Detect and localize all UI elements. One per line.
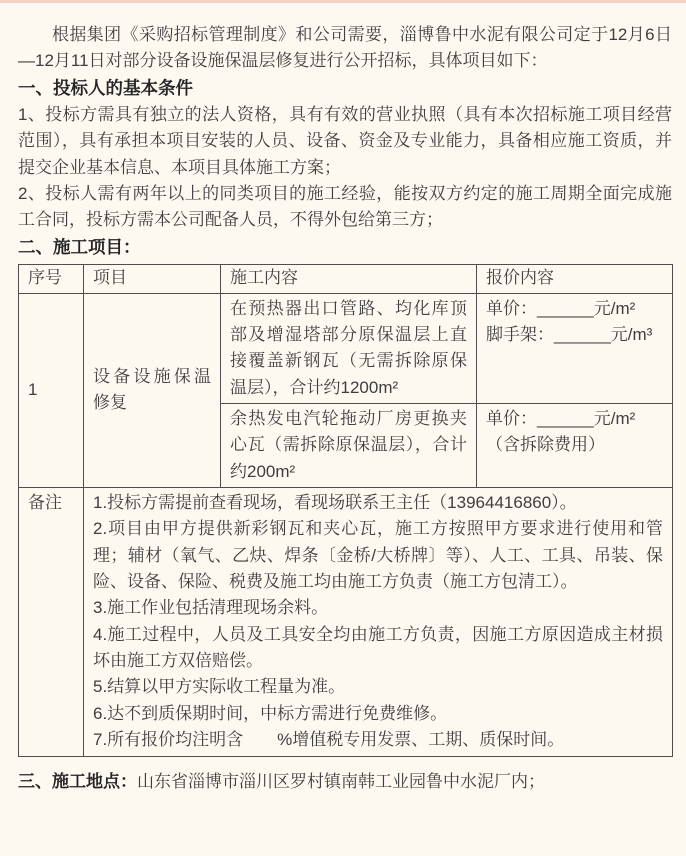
header-cell-content: 施工内容	[221, 264, 477, 293]
quote-unit-price-line: 单价：______元/m²	[486, 409, 636, 429]
work-content-cell-2: 余热发电汽轮拖动厂房更换夹心瓦（需拆除原保温层），合计约200m²	[221, 404, 477, 488]
table-row	[19, 293, 673, 403]
row-seq-cell: 1	[19, 293, 84, 487]
remark-item-3: 3.施工作业包括清理现场余料。	[93, 598, 329, 618]
quote-demolition-fee-line: （含拆除费用）	[486, 435, 605, 455]
section2-heading: 二、施工项目：	[18, 236, 141, 257]
section1-heading: 一、投标人的基本条件	[18, 77, 193, 98]
header-cell-seq: 序号	[19, 264, 84, 293]
intro-paragraph: 根据集团《采购招标管理制度》和公司需要，淄博鲁中水泥有限公司定于12月6日—12月11日对部分设备设施保温层修复进行公开招标，具体项目如下：	[18, 25, 672, 71]
remark-item-5: 5.结算以甲方实际收工程量为准。	[93, 677, 346, 697]
table-header-row	[19, 264, 673, 293]
remarks-cell	[84, 488, 673, 756]
quote-unit-price-line: 单价：______元/m²	[486, 298, 636, 318]
project-table	[18, 264, 673, 757]
row-project-cell: 设备设施保温修复	[84, 293, 221, 487]
remark-item-1: 1.投标方需提前查看现场，看现场联系王主任（13964416860）。	[93, 493, 577, 513]
quote-cell-1	[477, 293, 673, 403]
remark-item-6: 6.达不到质保期时间，中标方需进行免费维修。	[93, 703, 448, 723]
remark-item-2: 2.项目由甲方提供新彩钢瓦和夹心瓦，施工方按照甲方要求进行使用和管理；辅材（氧气、乙炔、焊条〔金桥/大桥牌〕等）、人工、工具、吊装、保险、设备、保险、税费及施工均由施工方负责（施工方包清工）。	[93, 519, 663, 592]
header-cell-quote: 报价内容	[477, 264, 673, 293]
work-content-cell-1: 在预热器出口管路、均化库顶部及增湿塔部分原保温层上直接覆盖新钢瓦（无需拆除原保温层），合计约1200m²	[221, 293, 477, 403]
bidder-condition-1: 1、投标方需具有独立的法人资格，具有有效的营业执照（具有本次招标施工项目经营范围），具有承担本项目安装的人员、设备、资金及专业能力，具备相应施工资质，并提交企业基本信息、本项目具体施工方案；	[18, 104, 672, 177]
remark-item-4: 4.施工过程中，人员及工具安全均由施工方负责，因施工方原因造成主材损坏由施工方双倍赔偿。	[93, 624, 663, 671]
section3-heading: 三、施工地点：	[18, 771, 137, 791]
document-page	[0, 3, 686, 795]
remark-label-cell: 备注	[19, 488, 84, 756]
section3-line	[18, 769, 672, 795]
quote-scaffold-line: 脚手架：______元/m³	[486, 325, 653, 344]
quote-cell-2	[477, 404, 673, 488]
section3-address: 山东省淄博市淄川区罗村镇南韩工业园鲁中水泥厂内；	[137, 771, 545, 791]
remark-item-7: 7.所有报价均注明含 %增值税专用发票、工期、质保时间。	[93, 730, 565, 750]
remarks-row	[19, 488, 673, 756]
bidder-condition-2: 2、投标人需有两年以上的同类项目的施工经验，能按双方约定的施工周期全面完成施工合同，投标方需本公司配备人员，不得外包给第三方；	[18, 183, 672, 230]
header-cell-project: 项目	[84, 264, 221, 293]
